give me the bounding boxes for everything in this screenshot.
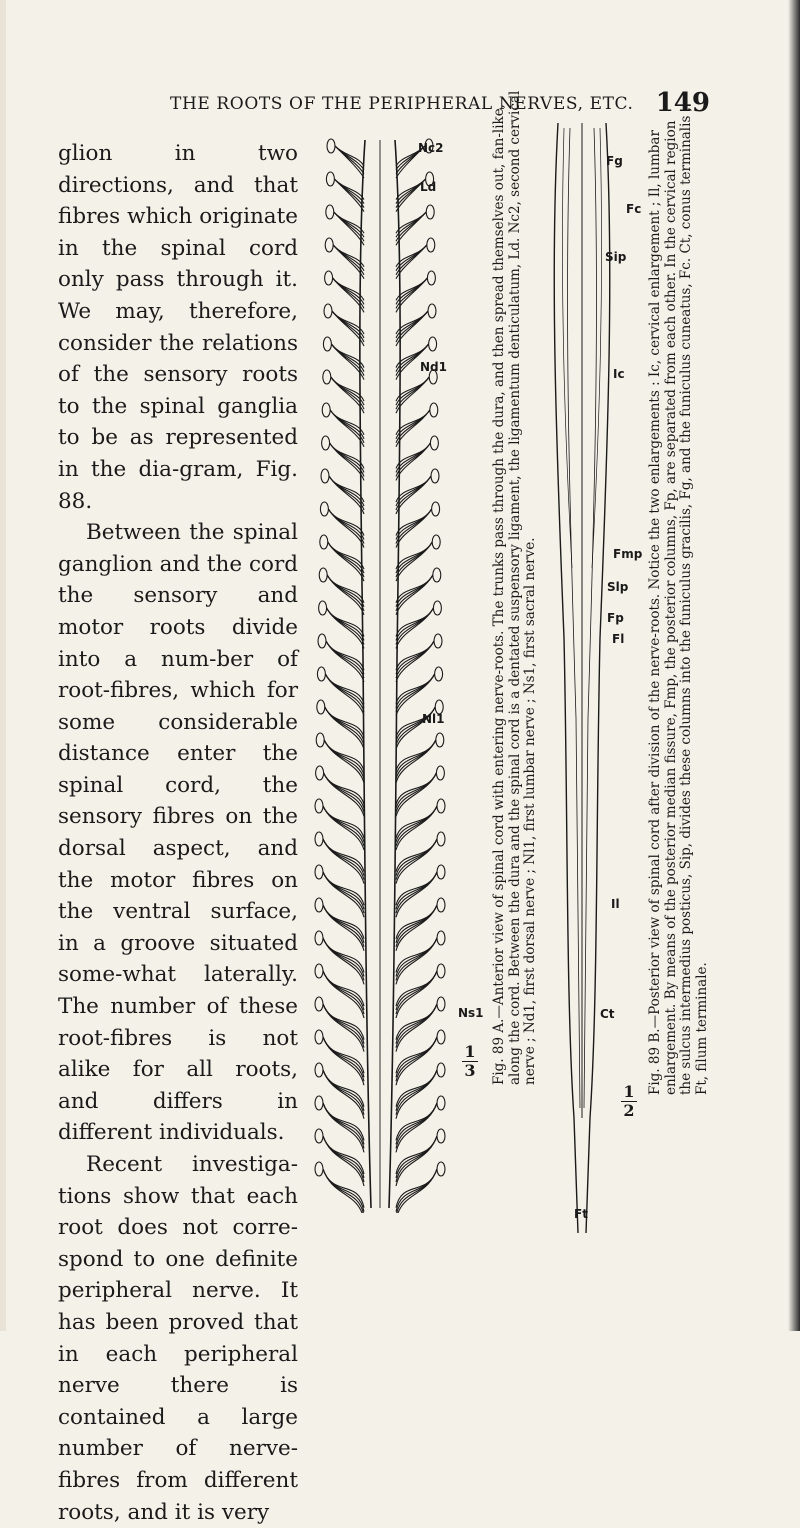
spinal-cord (360, 140, 400, 1208)
scale-numerator: 1 (464, 1042, 476, 1061)
page-number: 149 (655, 88, 710, 118)
scale-denominator: 3 (464, 1061, 476, 1080)
label-ct: Ct (600, 1007, 615, 1021)
label-fg: Fg (606, 154, 623, 168)
label-ft: Ft (574, 1207, 588, 1221)
label-fmp: Fmp (613, 547, 643, 561)
caption-line: Fig. 89 B.—Posterior view of spinal cord after division of the nerve-roots. Notice the two enlargements : Ic, cervical enlargement ; Il, lumbar (647, 130, 663, 1095)
page-binding-edge (788, 0, 800, 1331)
figure-a-caption (492, 91, 539, 1085)
caption-line: Fig. 89 A.—Anterior view of spinal cord with entering nerve-roots. The trunks pass through the dura, and then spread themselves out, fan-like, (491, 104, 507, 1085)
label-sip: Sip (605, 250, 627, 264)
caption-line: nerve ; Nd1, first dorsal nerve ; Nl1, first lumbar nerve ; Ns1, first sacral nerve. (522, 537, 538, 1085)
label-nc2: Nc2 (418, 141, 444, 155)
figure-b-caption (648, 107, 710, 1095)
caption-line: along the cord. Between the dura and the spinal cord is a dentated suspensory ligament, the ligamentum denticulatum, Ld. Nc2, second cervical (506, 90, 523, 1085)
paragraph: glion in two directions, and that fibres which originate in the spinal cord only pass through it. We may, therefore, consider the relations of the sensory roots to the spinal ganglia to be as represented in the dia-gram, Fig. 88. (58, 141, 298, 514)
label-il: Il (611, 897, 620, 911)
scale-numerator: 1 (623, 1082, 635, 1101)
label-fc: Fc (626, 202, 642, 216)
label-ns1: Ns1 (458, 1006, 484, 1020)
figure-a-illustration (305, 138, 455, 1213)
caption-line: Ft, filum terminale. (693, 962, 710, 1095)
page-header (170, 88, 710, 124)
body-text (58, 138, 298, 1528)
caption-line: the sulcus intermedius posticus, Sip, divides these columns into the funiculus gracilis, Fg, and the funiculus cuneatus, Fc. Ct, conus terminalis ; (678, 106, 694, 1095)
figure-b-scale (621, 1082, 637, 1120)
label-fl: Fl (612, 632, 625, 646)
label-ic: Ic (613, 367, 625, 381)
label-slp: Slp (607, 580, 629, 594)
paragraph: Between the spinal ganglion and the cord the sensory and motor roots divide into a num-ber of root-fibres, which for some considerable distance enter the spinal cord, the sensory fibres on the dorsal aspect, and the motor fibres on the ventral surface, in a groove situated some-what laterally. The number of these root-fibres is not alike for all roots, and differs in different individuals. (58, 520, 298, 1146)
figure-a-scale (462, 1042, 478, 1080)
label-fp: Fp (607, 611, 624, 625)
label-ld: Ld (420, 180, 437, 194)
caption-line: enlargement. By means of the posterior median fissure, Fmp, the posterior columns, Fp, are separated from each other. In the cervical region (662, 120, 679, 1095)
paragraph: Recent investiga-tions show that each root does not corre-spond to one definite peripheral nerve. It has been proved that in each peripheral nerve there is contained a large number of nerve-fibres from different roots, and it is very (58, 1152, 298, 1525)
figure-b-illustration (548, 118, 620, 1238)
label-nl1: Nl1 (422, 712, 445, 726)
page-left-margin (0, 0, 6, 1331)
label-nd1: Nd1 (420, 360, 447, 374)
scale-denominator: 2 (623, 1101, 635, 1120)
running-title: THE ROOTS OF THE PERIPHERAL NERVES, ETC. (170, 94, 634, 114)
